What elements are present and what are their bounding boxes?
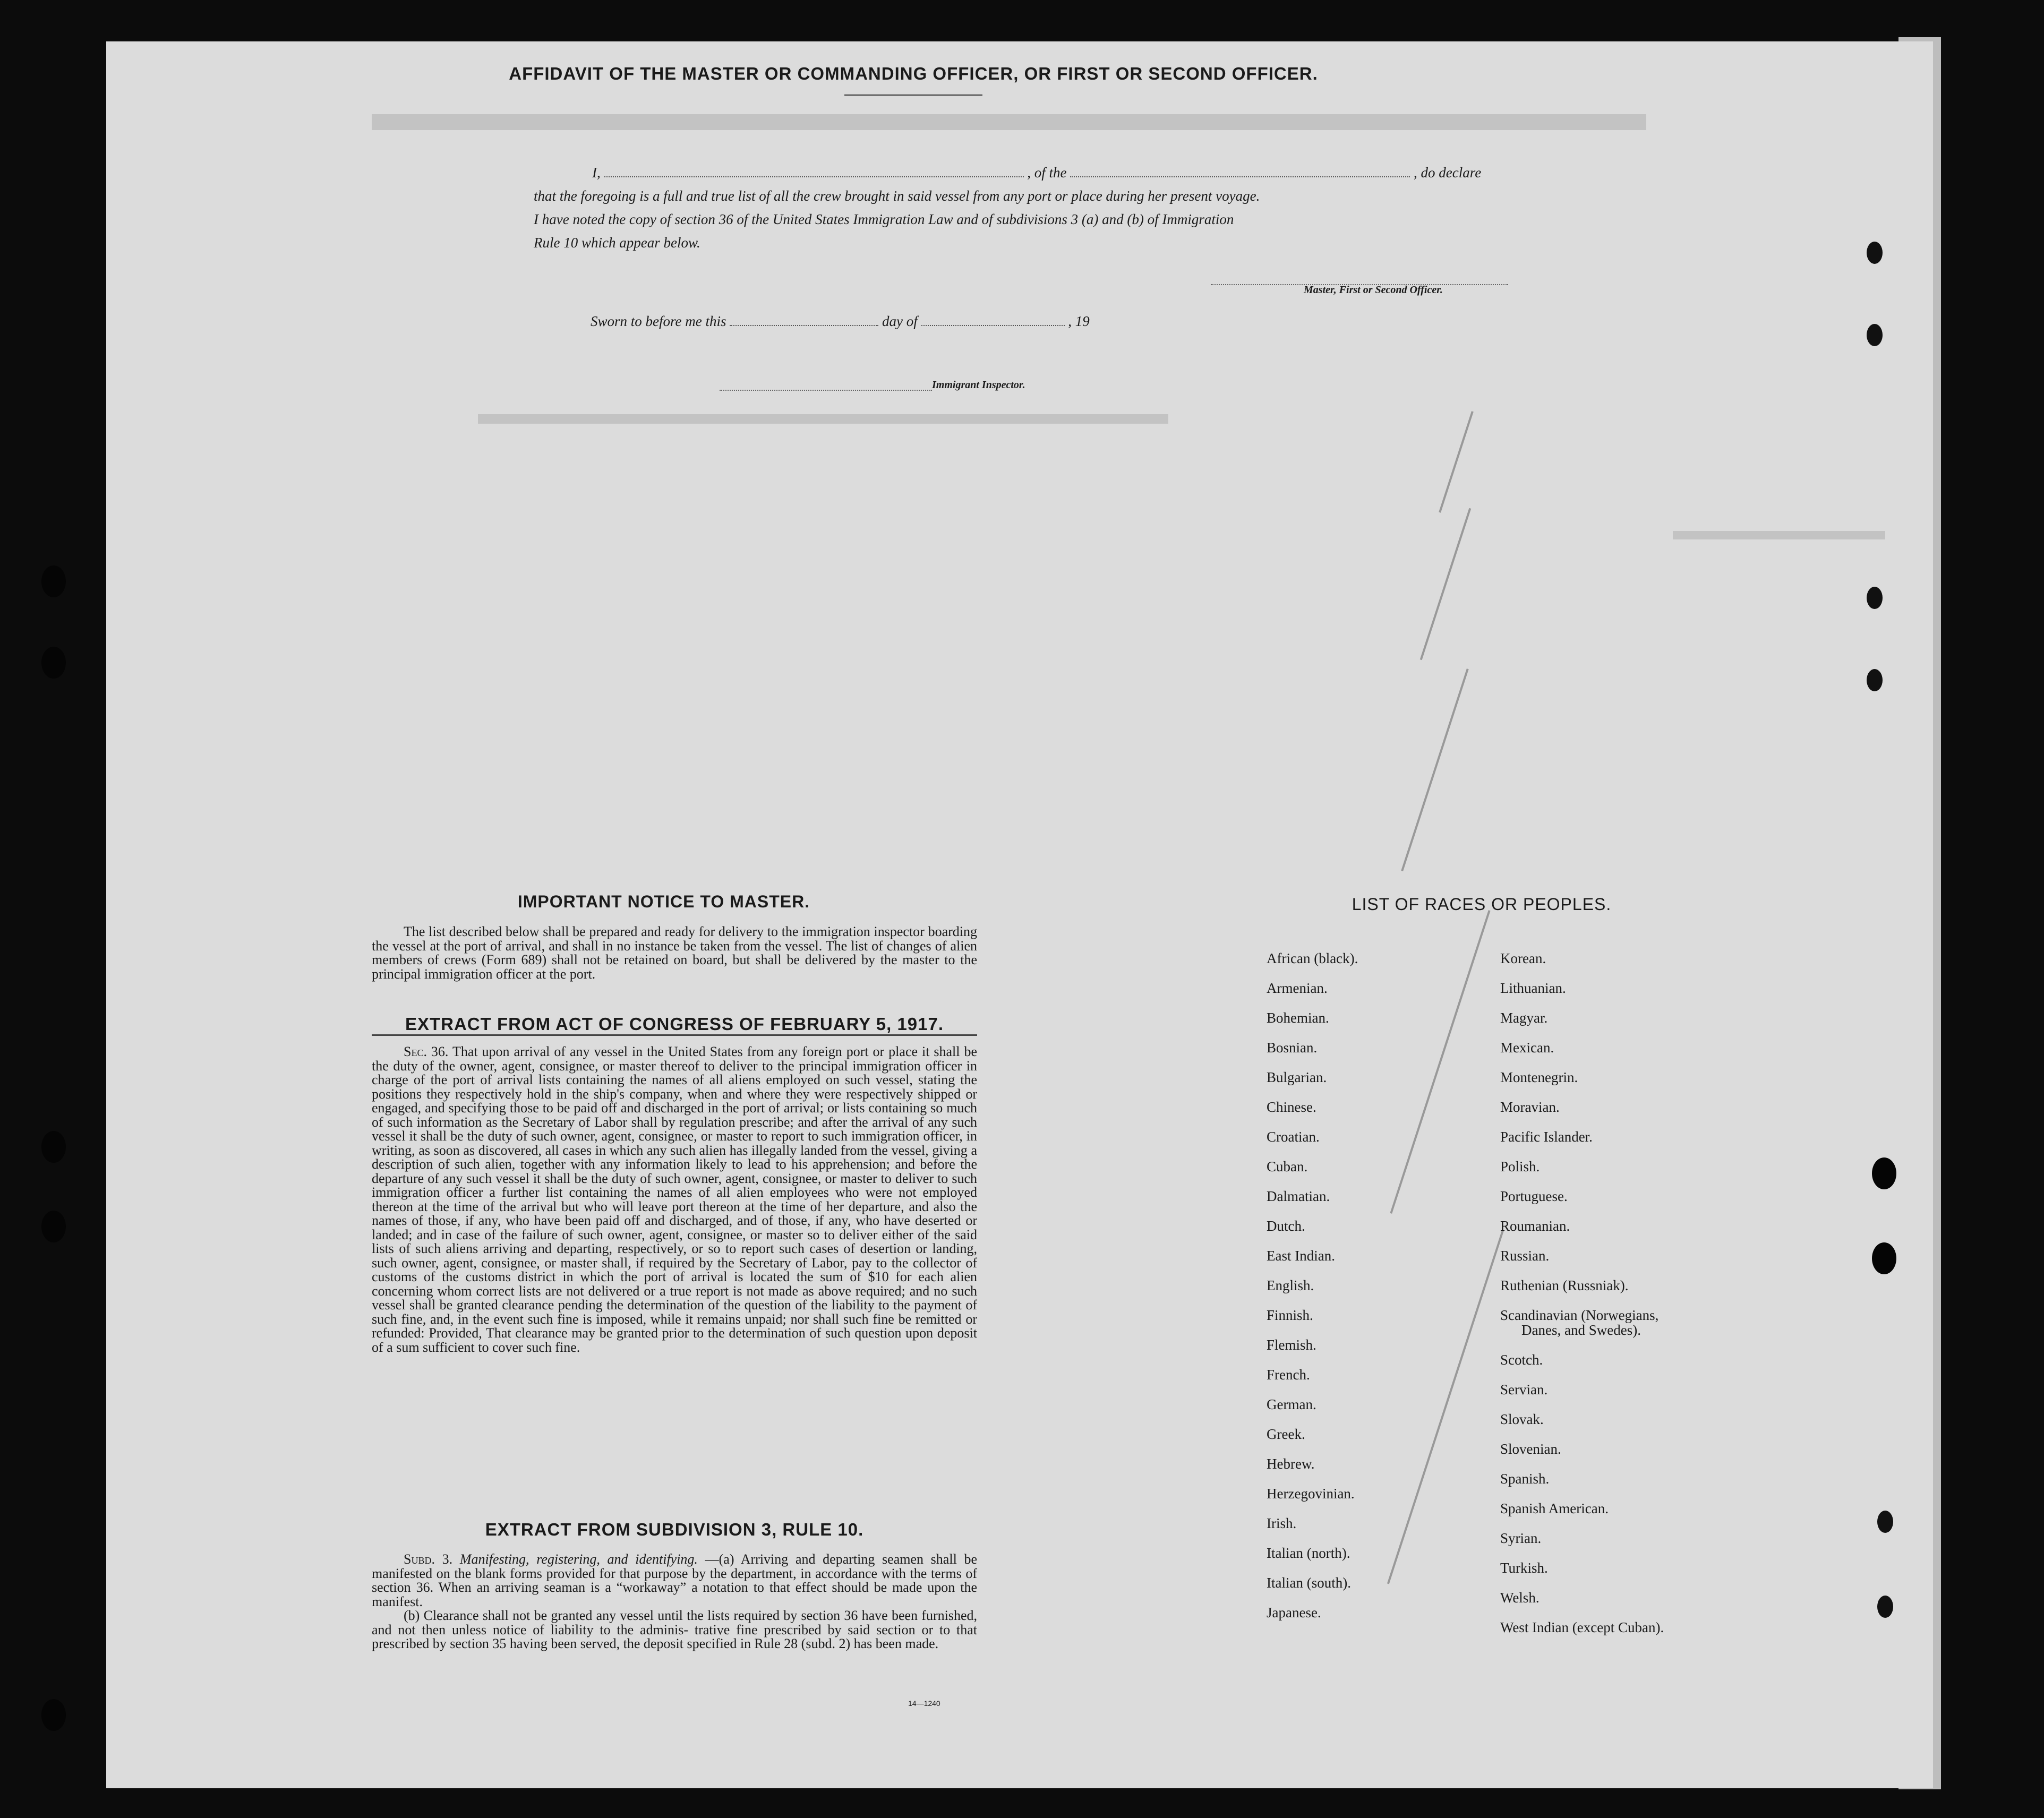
- affidavit-title: AFFIDAVIT OF THE MASTER OR COMMANDING OFFICER, OR FIRST OR SECOND OFFICER.: [509, 64, 1318, 83]
- punch-hole: [41, 565, 66, 597]
- text-line: to deliver to the principal immigration officer in charge of the port of arrival lists: [372, 1058, 977, 1087]
- text-line: 36 have been furnished, and not then unless notice of liability to the adminis-: [372, 1608, 977, 1637]
- punch-hole: [1877, 1511, 1893, 1533]
- affidavit-line-4: Rule 10 which appear below.: [534, 235, 700, 251]
- race-item: Slovak.: [1500, 1411, 1544, 1427]
- text-line: department, in accordance with the terms of section 36. When an arriving: [372, 1565, 978, 1595]
- text-line: they respectively hold in the ship's company, when and where they were: [421, 1086, 842, 1102]
- vessel-name-field[interactable]: [1070, 166, 1410, 177]
- text-line: port or place it shall be the duty of the owner, agent, consignee, or master thereof: [372, 1044, 978, 1074]
- notice-body: [372, 925, 977, 981]
- race-item: Greek.: [1267, 1426, 1305, 1442]
- race-item: Irish.: [1267, 1515, 1297, 1531]
- affidavit-line-1: [592, 165, 1481, 181]
- punch-hole: [1867, 324, 1883, 346]
- text-line: seamen shall be manifested on the blank forms provided for that purpose by the: [372, 1551, 978, 1581]
- sworn-day-of: day of: [882, 313, 918, 329]
- race-item: Chinese.: [1267, 1099, 1316, 1115]
- race-item: Bosnian.: [1267, 1040, 1318, 1056]
- punch-hole: [1867, 669, 1883, 691]
- sworn-line: [591, 313, 1090, 330]
- race-item: Moravian.: [1500, 1099, 1560, 1115]
- race-item: Slovenian.: [1500, 1441, 1561, 1457]
- race-item: Roumanian.: [1500, 1218, 1570, 1234]
- text-line: such vessel it shall be the duty of such owner, agent, consignee, or master to: [372, 1114, 977, 1144]
- race-item: Italian (north).: [1267, 1545, 1350, 1561]
- notice-line: immigration inspector boarding the vessel at the port of arrival, and shall in no: [372, 924, 977, 954]
- race-item: Herzegovinian.: [1267, 1486, 1355, 1502]
- punch-hole: [41, 1211, 66, 1242]
- text-line: consignee, or master to deliver to such immigration officer a further list: [372, 1170, 977, 1200]
- text-line: deposit of a sum sufficient to cover such fine.: [372, 1325, 977, 1355]
- affidavit-declare: , do declare: [1414, 165, 1482, 181]
- notice-line: (Form 689) shall not be retained on board, but shall be delivered by the master to: [481, 952, 955, 967]
- punch-hole: [1877, 1596, 1893, 1618]
- notice-title: IMPORTANT NOTICE TO MASTER.: [517, 892, 810, 911]
- race-item: Cuban.: [1267, 1159, 1308, 1174]
- text-line: That upon arrival of any vessel in the United States from any foreign: [452, 1044, 842, 1059]
- text-line: manifest.: [372, 1593, 423, 1609]
- act-rule: [372, 1034, 977, 1036]
- race-item: West Indian (except Cuban).: [1500, 1619, 1664, 1635]
- races-title: LIST OF RACES OR PEOPLES.: [1352, 895, 1612, 914]
- notice-line: the principal immigration officer at the port.: [372, 952, 977, 982]
- text-line: the time of the arrival but who will leave port thereon at the time of her departure,: [427, 1198, 904, 1214]
- race-item: Danes, and Swedes).: [1521, 1322, 1641, 1338]
- race-item: Dutch.: [1267, 1218, 1305, 1234]
- text-line: owner, agent, consignee, or master so to deliver either of the said lists of such: [372, 1227, 977, 1256]
- punch-hole: [41, 647, 66, 679]
- text-line: or landing, such owner, agent, consignee, or master shall, if required by the: [372, 1241, 977, 1271]
- race-item: African (black).: [1267, 950, 1358, 966]
- sworn-day-field[interactable]: [730, 314, 878, 326]
- race-item: Turkish.: [1500, 1560, 1548, 1576]
- notice-paragraph: [372, 925, 977, 981]
- text-line: in the port of arrival; or lists containing so much of such information as the: [372, 1100, 977, 1130]
- punch-hole: [1872, 1157, 1896, 1189]
- race-item: Servian.: [1500, 1382, 1548, 1397]
- race-item: Armenian.: [1267, 980, 1328, 996]
- race-item: Magyar.: [1500, 1010, 1548, 1026]
- act-section-36: [372, 1045, 977, 1354]
- race-item: Lithuanian.: [1500, 980, 1566, 996]
- race-item: Hebrew.: [1267, 1456, 1315, 1472]
- act-title: EXTRACT FROM ACT OF CONGRESS OF FEBRUARY 5, 1917.: [405, 1014, 944, 1034]
- act-body: [372, 1045, 977, 1354]
- sworn-year: , 19: [1068, 313, 1090, 329]
- race-item: Ruthenian (Russniak).: [1500, 1277, 1629, 1293]
- race-item: Italian (south).: [1267, 1575, 1351, 1591]
- race-item: Japanese.: [1267, 1605, 1321, 1620]
- rule-subdivision-a: [372, 1553, 977, 1609]
- race-item: Bulgarian.: [1267, 1069, 1327, 1085]
- race-item: English.: [1267, 1277, 1314, 1293]
- affidavit-line-2: that the foregoing is a full and true list of all the crew brought in said vessel from any port or place during her present voyage.: [534, 188, 1260, 204]
- punch-hole: [1867, 242, 1883, 264]
- race-item: Pacific Islander.: [1500, 1129, 1593, 1145]
- text-line: aliens arriving and departing, respectively, or so to report such cases of desertion: [441, 1241, 911, 1256]
- text-line: containing the names of all alien employees who were not employed thereon at: [372, 1185, 977, 1214]
- text-line: remains unpaid; nor shall such fine be remitted or refunded: Provided, That: [372, 1311, 978, 1341]
- notice-line: instance be taken from the vessel. The list of changes of alien members of crews: [372, 938, 977, 967]
- notice-line: The list described below shall be prepared and ready for delivery to the: [404, 924, 799, 939]
- race-item: Scandinavian (Norwegians,: [1500, 1307, 1659, 1323]
- bleed-through-row: [1673, 531, 1885, 539]
- officer-name-field[interactable]: [604, 166, 1024, 177]
- text-line: which any such alien has illegally landed from the vessel, giving a description of: [372, 1142, 977, 1172]
- race-item: Spanish American.: [1500, 1500, 1609, 1516]
- form-number: 14—1240: [908, 1699, 940, 1708]
- affidavit-line-3: I have noted the copy of section 36 of the United States Immigration Law and of subdivisions 3 (a) and (b) of Immigration: [534, 211, 1234, 227]
- punch-hole: [1872, 1242, 1896, 1274]
- race-item: Mexican.: [1500, 1040, 1554, 1056]
- text-line: such alien, together with any information likely to lead to his apprehension; and: [449, 1156, 915, 1172]
- inspector-label: Immigrant Inspector.: [932, 379, 1025, 391]
- race-item: Bohemian.: [1267, 1010, 1329, 1026]
- affidavit-of-the: , of the: [1027, 165, 1067, 181]
- punch-hole: [1867, 587, 1883, 609]
- act-section-label: Sec. 36.: [404, 1044, 449, 1059]
- rule-subd-heading: Manifesting, registering, and identifying.: [459, 1551, 698, 1567]
- race-item: Korean.: [1500, 950, 1546, 966]
- bleed-through-header: [372, 114, 1646, 130]
- race-item: Croatian.: [1267, 1129, 1320, 1145]
- signature-label: Master, First or Second Officer.: [1304, 284, 1443, 296]
- inspector-signature-line[interactable]: [720, 390, 932, 391]
- text-line: respectively shipped or engaged, and specifying those to be paid off and discharged: [372, 1086, 977, 1116]
- sworn-month-field[interactable]: [921, 314, 1065, 326]
- race-item: Dalmatian.: [1267, 1188, 1330, 1204]
- race-item: Flemish.: [1267, 1337, 1316, 1353]
- text-line: report to such immigration officer, in writing, as soon as discovered, all cases in: [372, 1128, 978, 1158]
- bleed-through-row: [478, 414, 1168, 424]
- text-line: been served, the deposit specified in Rule 28 (subd. 2) has been made.: [547, 1636, 939, 1651]
- text-line: the port of arrival is located the sum of $10 for each alien concerning whom correct: [372, 1269, 977, 1299]
- race-item: Syrian.: [1500, 1530, 1542, 1546]
- text-line: vessel shall be granted clearance pending the determination of the question of the: [372, 1297, 828, 1313]
- affidavit-pronoun: I,: [592, 165, 601, 181]
- text-line: and also the names of those, if any, who have been paid off and discharged, and: [372, 1198, 978, 1228]
- text-line: liability to the payment of such fine, and, in the event such fine is imposed, while it: [372, 1297, 977, 1327]
- race-item: Montenegrin.: [1500, 1069, 1578, 1085]
- rule-body: [372, 1553, 977, 1651]
- race-item: Russian.: [1500, 1248, 1550, 1264]
- race-item: Welsh.: [1500, 1590, 1540, 1606]
- race-item: Polish.: [1500, 1159, 1540, 1174]
- punch-hole: [41, 1131, 66, 1163]
- race-item: Portuguese.: [1500, 1188, 1568, 1204]
- race-item: East Indian.: [1267, 1248, 1335, 1264]
- race-item: Scotch.: [1500, 1352, 1543, 1368]
- text-line: clearance may be granted prior to the determination of such question upon: [511, 1325, 934, 1341]
- sworn-text: Sworn to before me this: [591, 313, 726, 329]
- punch-hole: [41, 1699, 66, 1731]
- race-item: German.: [1267, 1396, 1316, 1412]
- race-item: French.: [1267, 1367, 1310, 1383]
- text-line: Secretary of Labor, pay to the collector of customs of the customs district in which: [372, 1255, 977, 1284]
- text-line: lists are not delivered or a true report is not made as above required; and no such: [514, 1283, 977, 1299]
- text-line: before the departure of any such vessel it shall be the duty of such owner, agent,: [372, 1156, 977, 1186]
- race-item: Finnish.: [1267, 1307, 1313, 1323]
- text-line: containing the names of all aliens employed on such vessel, stating the positions: [372, 1072, 978, 1102]
- rule-subd-label: Subd. 3.: [404, 1551, 453, 1567]
- text-line: seaman is a “workaway” a notation to that effect should be made upon the: [538, 1580, 977, 1595]
- text-line: (b) Clearance shall not be granted any vessel until the lists required by section: [404, 1608, 841, 1623]
- race-item: Spanish.: [1500, 1471, 1550, 1487]
- rule-title: EXTRACT FROM SUBDIVISION 3, RULE 10.: [485, 1520, 864, 1539]
- text-line: —(a) Arriving and departing: [705, 1551, 875, 1567]
- text-line: Secretary of Labor shall by regulation prescribe; and after the arrival of any: [518, 1114, 948, 1130]
- text-line: trative fine prescribed by said section or to that prescribed by section 35 having: [372, 1622, 977, 1651]
- text-line: of those, if any, who have deserted or landed; and in case of the failure of such: [372, 1213, 977, 1242]
- title-rule: [844, 95, 982, 96]
- rule-subdivision-b: [372, 1609, 977, 1651]
